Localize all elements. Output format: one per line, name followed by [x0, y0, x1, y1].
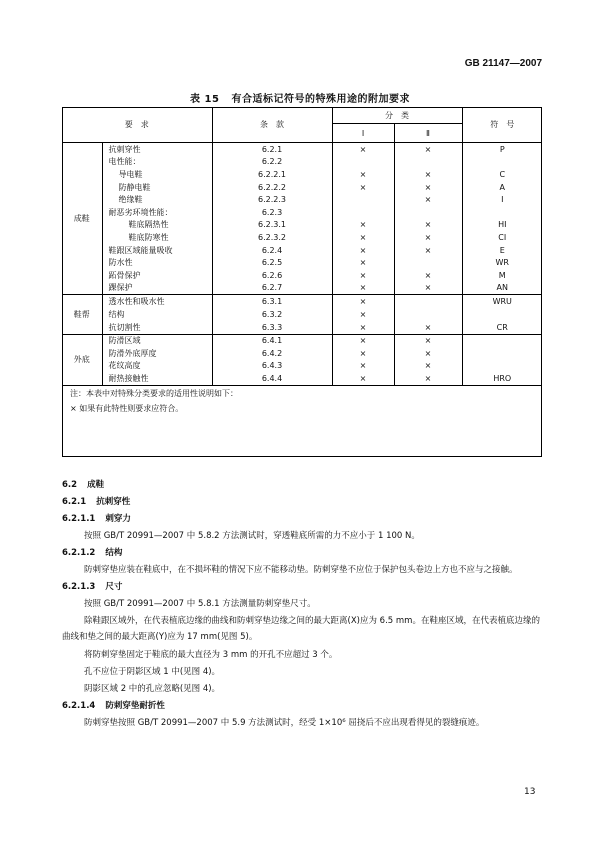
- section-title: 刺穿力: [105, 514, 131, 524]
- paragraph: 按照 GB/T 20991—2007 中 5.8.1 方法测量防刺穿垫尺寸。: [84, 599, 316, 609]
- class-1-cell: ×: [332, 231, 394, 244]
- requirement-text: 耐恶劣环境性能：: [108, 207, 173, 217]
- table-row: [62, 334, 542, 347]
- requirement-text: 鞋底防寒性: [128, 232, 169, 242]
- paragraph: 按照 GB/T 20991—2007 中 5.8.2 方法测试时，穿透鞋底所需的力不应小于 1 100 N。: [84, 531, 420, 541]
- clause-cell: 6.3.3: [212, 321, 332, 334]
- class-2-cell: ×: [394, 181, 462, 194]
- section-title: 尺寸: [105, 582, 123, 592]
- table-row: [62, 282, 542, 295]
- section-heading: [62, 579, 542, 595]
- table-row: [62, 372, 542, 385]
- group-label: 成鞋: [62, 143, 102, 295]
- table-row: [62, 168, 542, 181]
- symbol-cell: P: [462, 143, 542, 156]
- class-1-cell: ×: [332, 181, 394, 194]
- requirement-cell: [102, 360, 212, 373]
- clause-cell: 6.2.7: [212, 282, 332, 295]
- section-number: 6.2.1: [62, 497, 87, 507]
- requirement-text: 导电鞋: [118, 169, 143, 179]
- section-number: 6.2.1.1: [62, 514, 96, 524]
- table-number: 表 15: [190, 94, 220, 105]
- requirement-text: 防滑区域: [108, 336, 141, 346]
- requirement-cell: [102, 168, 212, 181]
- section-heading: [62, 545, 542, 561]
- clause-cell: 6.2.2.3: [212, 193, 332, 206]
- class-1-cell: ×: [332, 295, 394, 308]
- requirement-text: 绝缘鞋: [118, 195, 143, 205]
- section-number: 6.2: [62, 480, 78, 490]
- header-clause: 条 款: [212, 107, 332, 143]
- section-number: 6.2.1.2: [62, 548, 96, 558]
- group-label: 外底: [62, 334, 102, 385]
- table-row: [62, 347, 542, 360]
- symbol-cell: A: [462, 181, 542, 194]
- requirements-table: [62, 107, 542, 416]
- class-2-cell: ×: [394, 168, 462, 181]
- table-row: [62, 206, 542, 219]
- requirement-cell: [102, 334, 212, 347]
- class-2-cell: ×: [394, 360, 462, 373]
- class-1-cell: [332, 193, 394, 206]
- paragraph: 孔不应位于阴影区域 1 中(见图 4)。: [84, 667, 221, 677]
- symbol-cell: [462, 334, 542, 347]
- table-note: × 如果有此特性则要求应符合。: [70, 403, 184, 413]
- class-2-cell: ×: [394, 269, 462, 282]
- class-2-cell: ×: [394, 143, 462, 156]
- header-symbol: 符 号: [462, 107, 542, 143]
- requirement-cell: [102, 143, 212, 156]
- requirement-text: 耐热接触性: [108, 373, 149, 383]
- class-2-cell: [394, 256, 462, 269]
- class-2-cell: ×: [394, 321, 462, 334]
- class-1-cell: [332, 206, 394, 219]
- symbol-cell: I: [462, 193, 542, 206]
- requirement-text: 防静电鞋: [118, 182, 151, 192]
- symbol-cell: M: [462, 269, 542, 282]
- section-heading: [62, 698, 542, 714]
- clause-cell: 6.2.2: [212, 156, 332, 169]
- class-2-cell: ×: [394, 219, 462, 232]
- clause-cell: 6.2.6: [212, 269, 332, 282]
- table-row: [62, 156, 542, 169]
- symbol-cell: AN: [462, 282, 542, 295]
- requirement-cell: [102, 282, 212, 295]
- class-1-cell: [332, 156, 394, 169]
- table-caption: 有合适标记符号的特殊用途的附加要求: [231, 94, 410, 105]
- section-number: 6.2.1.4: [62, 701, 96, 711]
- clause-cell: 6.2.2.2: [212, 181, 332, 194]
- class-1-cell: ×: [332, 334, 394, 347]
- group-label: 鞋帮: [62, 295, 102, 334]
- class-2-cell: ×: [394, 372, 462, 385]
- class-1-cell: ×: [332, 282, 394, 295]
- header-class-2: Ⅱ: [394, 124, 462, 143]
- table-row: [62, 181, 542, 194]
- requirement-cell: [102, 206, 212, 219]
- class-1-cell: ×: [332, 347, 394, 360]
- requirement-cell: [102, 193, 212, 206]
- symbol-cell: WR: [462, 256, 542, 269]
- requirement-text: 防滑外底厚度: [108, 348, 157, 358]
- class-2-cell: ×: [394, 334, 462, 347]
- requirement-cell: [102, 156, 212, 169]
- section-heading: [62, 477, 542, 493]
- section-title: 抗刺穿性: [96, 497, 131, 507]
- class-2-cell: ×: [394, 244, 462, 257]
- class-1-cell: ×: [332, 269, 394, 282]
- requirement-text: 花纹高度: [108, 361, 141, 371]
- symbol-cell: [462, 360, 542, 373]
- table-note-row: [62, 401, 542, 416]
- requirement-text: 跖骨保护: [108, 270, 141, 280]
- section-title: 结构: [105, 548, 123, 558]
- requirement-cell: [102, 308, 212, 321]
- section-heading: [62, 494, 542, 510]
- table-row: [62, 308, 542, 321]
- table-row: [62, 244, 542, 257]
- symbol-cell: [462, 156, 542, 169]
- clause-cell: 6.2.1: [212, 143, 332, 156]
- symbol-cell: CI: [462, 231, 542, 244]
- header-requirement: 要 求: [62, 107, 212, 143]
- class-2-cell: ×: [394, 231, 462, 244]
- requirement-text: 防水性: [108, 258, 133, 268]
- requirement-cell: [102, 231, 212, 244]
- class-2-cell: [394, 206, 462, 219]
- section-number: 6.2.1.3: [62, 582, 96, 592]
- section-heading: [62, 511, 542, 527]
- table-note: 注：本表中对特殊分类要求的适用性说明如下：: [62, 385, 542, 401]
- class-2-cell: [394, 156, 462, 169]
- requirement-text: 鞋底隔热性: [128, 220, 169, 230]
- requirement-cell: [102, 244, 212, 257]
- clause-cell: 6.2.3.2: [212, 231, 332, 244]
- requirement-text: 抗切割性: [108, 322, 141, 332]
- requirement-cell: [102, 181, 212, 194]
- class-1-cell: ×: [332, 256, 394, 269]
- symbol-cell: E: [462, 244, 542, 257]
- class-1-cell: ×: [332, 308, 394, 321]
- table-row: [62, 219, 542, 232]
- section-title: 防刺穿垫耐折性: [105, 701, 165, 711]
- clause-cell: 6.2.3.1: [212, 219, 332, 232]
- page-number: 13: [524, 787, 536, 797]
- table-row: [62, 321, 542, 334]
- requirement-cell: [102, 256, 212, 269]
- table-row: [62, 295, 542, 308]
- table-row: [62, 143, 542, 156]
- class-1-cell: ×: [332, 360, 394, 373]
- header-class-1: Ⅰ: [332, 124, 394, 143]
- table-row: [62, 269, 542, 282]
- requirement-cell: [102, 269, 212, 282]
- class-2-cell: ×: [394, 193, 462, 206]
- symbol-cell: [462, 308, 542, 321]
- class-1-cell: ×: [332, 219, 394, 232]
- requirement-text: 鞋跟区域能量吸收: [108, 245, 173, 255]
- paragraph: 将防刺穿垫固定于鞋底的最大直径为 3 mm 的开孔不应超过 3 个。: [84, 650, 338, 660]
- paragraph: 防刺穿垫应装在鞋底中，在不损坏鞋的情况下应不能移动垫。防刺穿垫不应位于保护包头卷边上方也不应与之接触。: [84, 565, 518, 575]
- clause-cell: 6.2.4: [212, 244, 332, 257]
- paragraph: 防刺穿垫按照 GB/T 20991—2007 中 5.9 方法测试时，经受 1×10⁶ 屈挠后不应出现看得见的裂缝痕迹。: [84, 718, 485, 728]
- clause-cell: 6.4.2: [212, 347, 332, 360]
- clause-cell: 6.4.3: [212, 360, 332, 373]
- paragraph: 阴影区域 2 中的孔应忽略(见图 4)。: [84, 684, 221, 694]
- header-classification: 分 类: [332, 107, 462, 124]
- clause-cell: 6.3.1: [212, 295, 332, 308]
- symbol-cell: C: [462, 168, 542, 181]
- requirement-cell: [102, 219, 212, 232]
- table-row: [62, 231, 542, 244]
- clause-cell: 6.2.3: [212, 206, 332, 219]
- table-row: [62, 193, 542, 206]
- table-header-row: [62, 107, 542, 124]
- requirement-cell: [102, 321, 212, 334]
- requirement-text: 透水性和吸水性: [108, 297, 165, 307]
- requirement-text: 抗刺穿性: [108, 144, 141, 154]
- document-code: GB 21147—2007: [464, 58, 542, 69]
- class-2-cell: ×: [394, 347, 462, 360]
- requirement-text: 踝保护: [108, 283, 133, 293]
- table-row: [62, 360, 542, 373]
- requirement-text: 电性能：: [108, 157, 141, 167]
- class-1-cell: ×: [332, 372, 394, 385]
- requirement-cell: [102, 372, 212, 385]
- section-title: 成鞋: [87, 480, 105, 490]
- symbol-cell: HI: [462, 219, 542, 232]
- clause-cell: 6.3.2: [212, 308, 332, 321]
- symbol-cell: [462, 347, 542, 360]
- requirement-text: 结构: [108, 309, 125, 319]
- class-2-cell: [394, 295, 462, 308]
- symbol-cell: CR: [462, 321, 542, 334]
- requirement-cell: [102, 295, 212, 308]
- symbol-cell: WRU: [462, 295, 542, 308]
- class-2-cell: [394, 308, 462, 321]
- symbol-cell: [462, 206, 542, 219]
- class-1-cell: ×: [332, 321, 394, 334]
- clause-cell: 6.2.5: [212, 256, 332, 269]
- clause-cell: 6.4.1: [212, 334, 332, 347]
- requirement-cell: [102, 347, 212, 360]
- symbol-cell: HRO: [462, 372, 542, 385]
- table-title: [0, 90, 600, 105]
- paragraph: 除鞋跟区域外，在代表植底边缘的曲线和防刺穿垫边缘之间的最大距离(X)应为 6.5 mm。在鞋座区域，在代表植底边缘的曲线和垫之间的最大距离(Y)应为 17 mm(见图 5)。: [62, 616, 540, 642]
- class-2-cell: ×: [394, 282, 462, 295]
- class-1-cell: ×: [332, 244, 394, 257]
- clause-cell: 6.2.2.1: [212, 168, 332, 181]
- class-1-cell: ×: [332, 168, 394, 181]
- class-1-cell: ×: [332, 143, 394, 156]
- table-note-row: [62, 385, 542, 401]
- table-row: [62, 256, 542, 269]
- clause-cell: 6.4.4: [212, 372, 332, 385]
